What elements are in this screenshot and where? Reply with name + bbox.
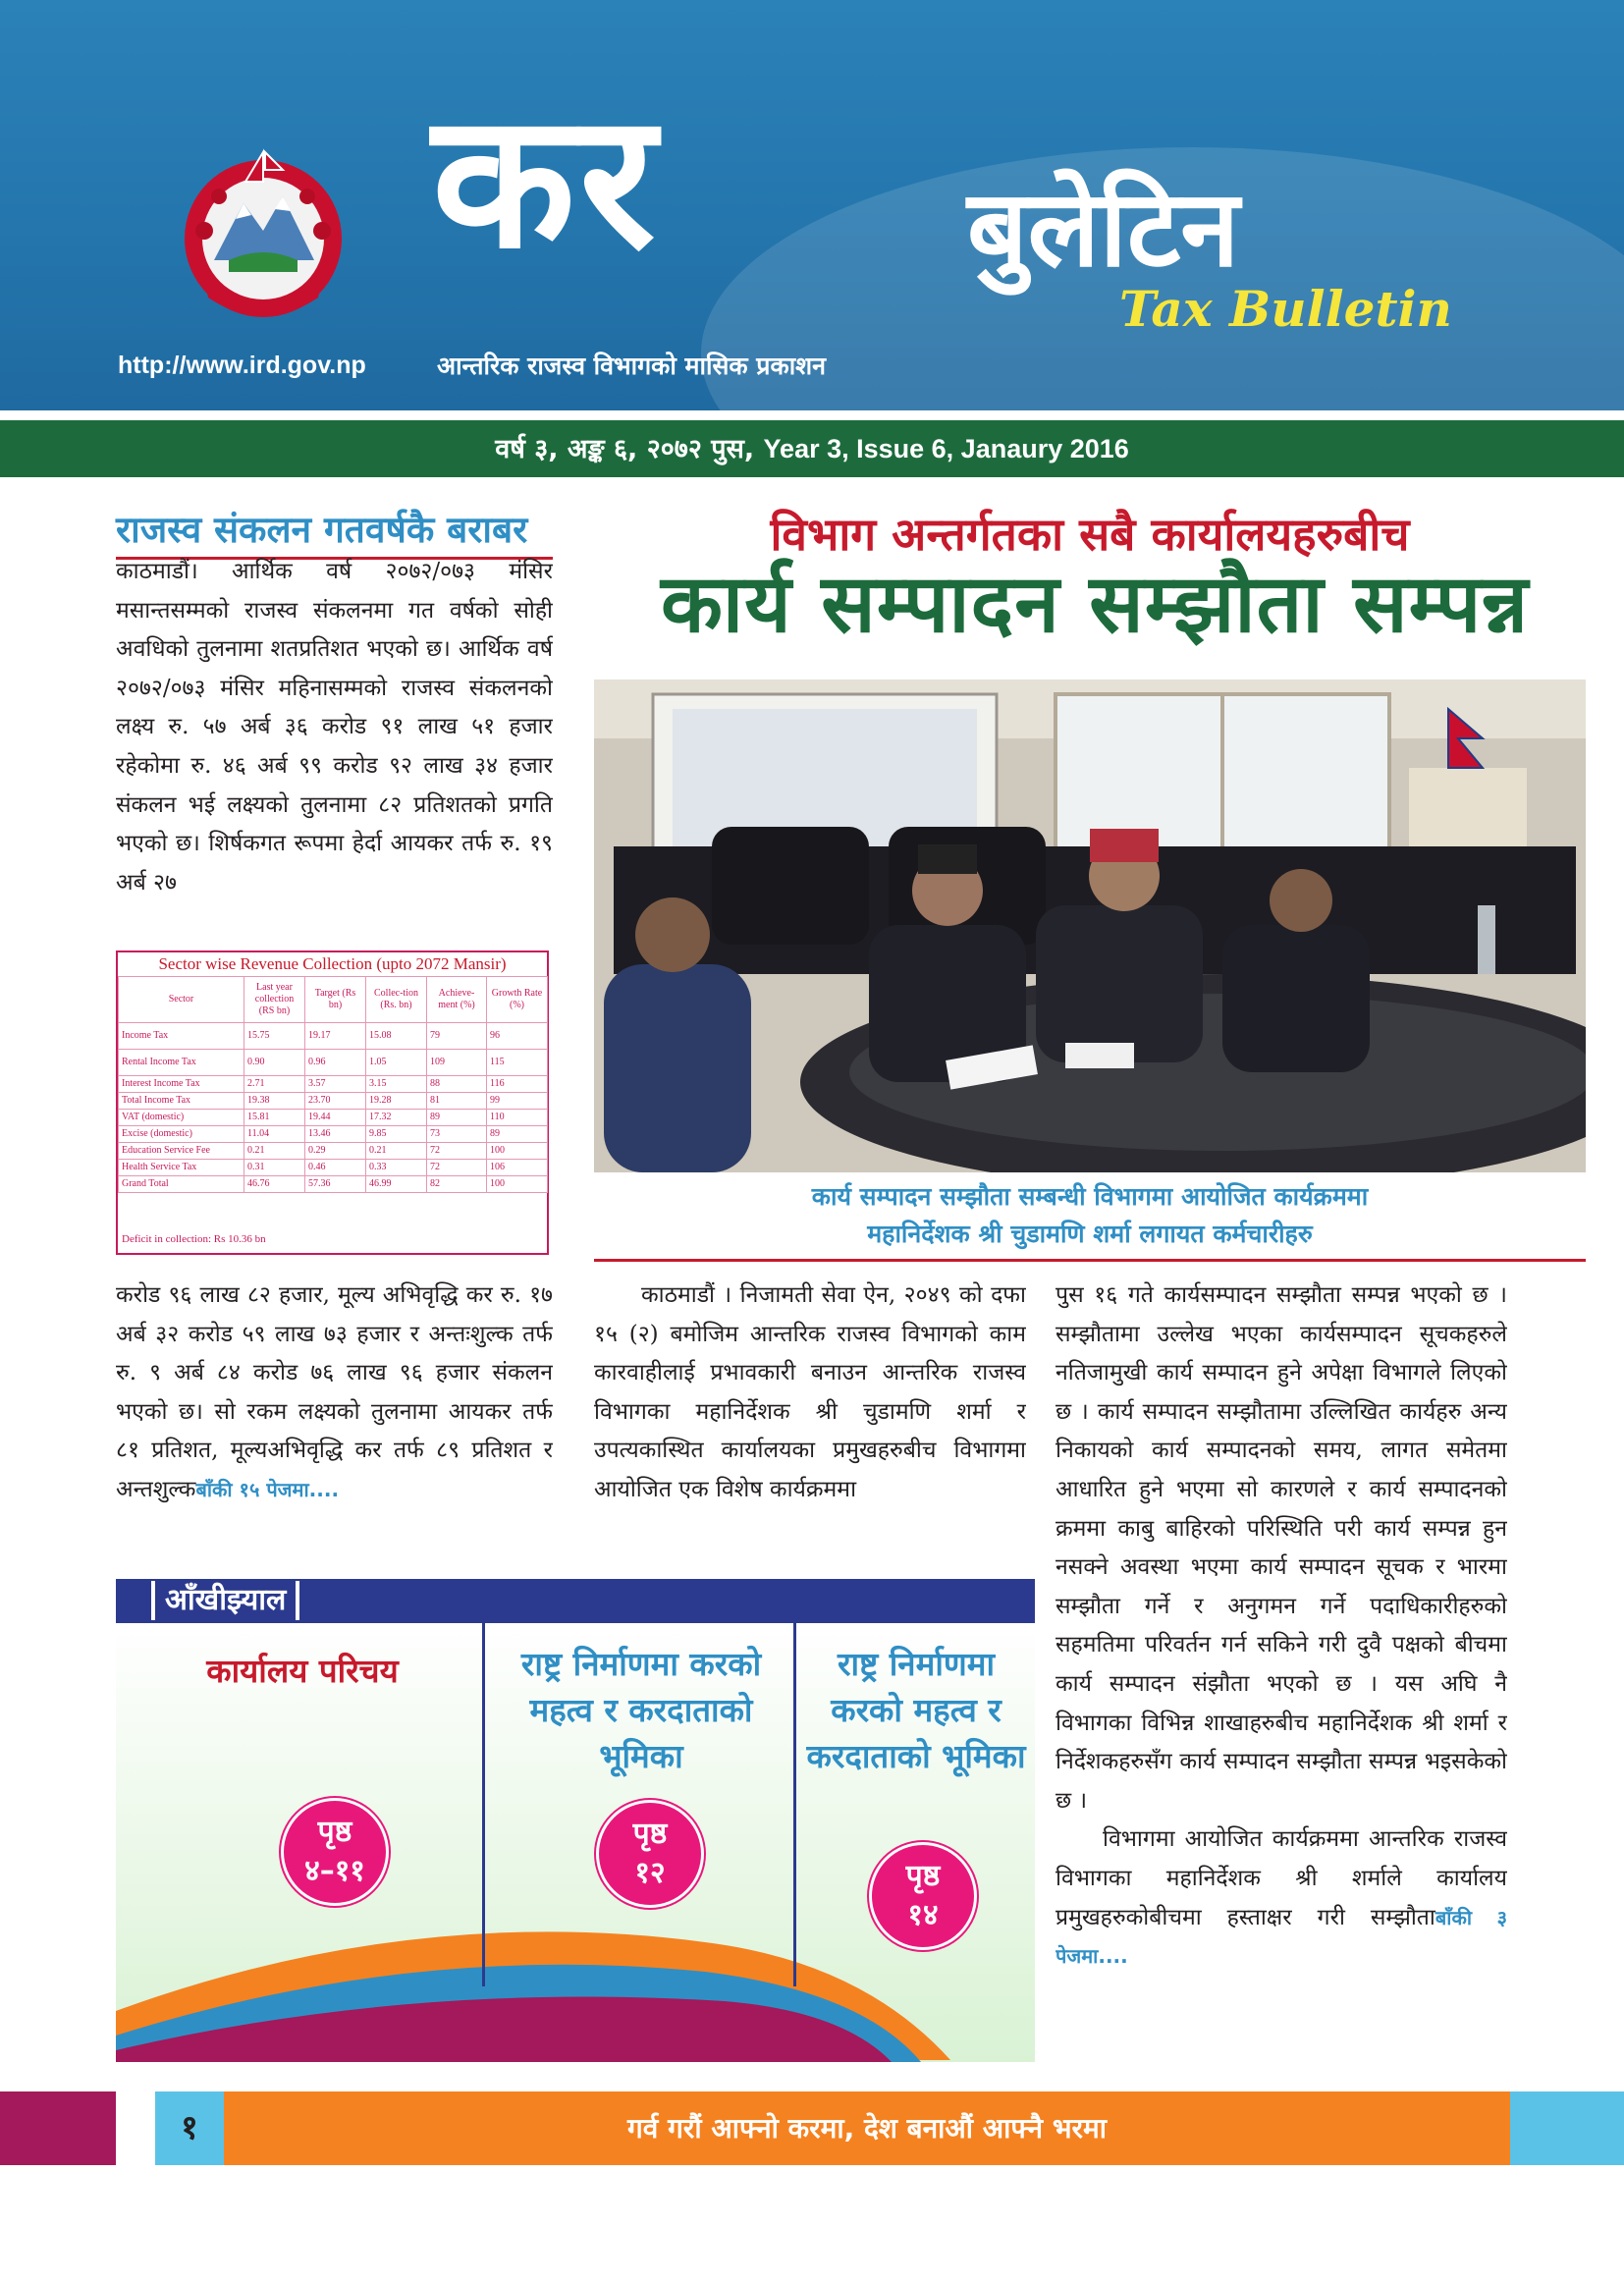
left-article-text-part2 (116, 1276, 553, 1548)
table-cell: 88 (427, 1076, 487, 1093)
table-row (119, 1023, 548, 1050)
left-article-text-part2-body: करोड ९६ लाख ८२ हजार, मूल्य अभिवृद्धि कर रु. १७ अर्ब ३२ करोड ५९ लाख ७३ हजार र अन्तःशुल्क तर्फ रु. ९ अर्ब ८४ करोड ७६ लाख ९६ हजार संकलन भएको छ। सो रकम लक्ष्यको तुलनामा आयकर तर्फ ८१ प्रतिशत, मूल्यअभिवृद्धि कर तर्फ ८९ प्रतिशत र अन्तशुल्क (116, 1282, 553, 1502)
table-cell: 89 (427, 1110, 487, 1126)
caption-divider (594, 1259, 1586, 1262)
table-cell: 0.46 (305, 1160, 366, 1176)
footer-slogan: गर्व गरौं आफ्नो करमा, देश बनाऔं आफ्नै भरमा (627, 2112, 1107, 2145)
table-cell: 19.38 (244, 1093, 305, 1110)
table-header-cell: Target (Rs bn) (305, 977, 366, 1023)
bulletin-title-nepali: कर (432, 73, 660, 290)
table-cell: 73 (427, 1126, 487, 1143)
window-item-3-page-badge[interactable] (869, 1842, 977, 1950)
table-cell: 96 (487, 1023, 548, 1050)
table-header-cell: Growth Rate (%) (487, 977, 548, 1023)
window-item-2-page-label: पृष्ठ (632, 1817, 668, 1851)
table-cell: 19.17 (305, 1023, 366, 1050)
masthead-tagline: आन्तरिक राजस्व विभागको मासिक प्रकाशन (437, 352, 827, 380)
left-article-continued-link[interactable]: बाँकी १५ पेजमा.... (195, 1477, 340, 1501)
main-article-continued-link[interactable]: बाँकी ३ पेजमा.... (1056, 1905, 1507, 1969)
table-row (119, 1143, 548, 1160)
table-cell: 15.08 (366, 1023, 427, 1050)
table-cell: 72 (427, 1143, 487, 1160)
footer-right-block (1510, 2091, 1624, 2165)
window-item-1-page-badge[interactable] (281, 1798, 389, 1906)
footer-left-block (0, 2091, 116, 2165)
window-column-divider (482, 1623, 485, 1986)
table-cell: Rental Income Tax (119, 1050, 244, 1076)
window-box-header (116, 1579, 1035, 1623)
revenue-table (118, 976, 548, 1193)
table-header-cell: Achieve-ment (%) (427, 977, 487, 1023)
main-article-paragraph-2 (1056, 1820, 1507, 1976)
table-cell: 46.99 (366, 1176, 427, 1193)
table-cell: 79 (427, 1023, 487, 1050)
page-number: १ (181, 2108, 198, 2147)
table-cell: 109 (427, 1050, 487, 1076)
table-cell: 19.28 (366, 1093, 427, 1110)
table-cell: Total Income Tax (119, 1093, 244, 1110)
table-row (119, 1050, 548, 1076)
table-cell: Excise (domestic) (119, 1126, 244, 1143)
table-cell: 15.81 (244, 1110, 305, 1126)
table-cell: 89 (487, 1126, 548, 1143)
window-box-label: आँखीझ्याल (151, 1581, 299, 1620)
window-box (116, 1579, 1035, 2062)
left-article-text-part1: काठमाडौं। आर्थिक वर्ष २०७२/०७३ मंसिर मसान्तसम्मको राजस्व संकलनमा गत वर्षको सोही अवधिको तुलनामा शतप्रतिशत भएको छ। आर्थिक वर्ष २०७२/०७३ मंसिर महिनासम्मको राजस्व संकलनको लक्ष्य रु. ५७ अर्ब ३६ करोड ९१ लाख ५१ हजार रहेकोमा रु. ४६ अर्ब ९९ करोड ९२ लाख ३४ हजार संकलन भई लक्ष्यको तुलनामा ८२ प्रतिशतको प्रगति भएको छ। शिर्षकगत रूपमा हेर्दा आयकर तर्फ रु. १९ अर्ब २७ (116, 559, 553, 896)
table-cell: 1.05 (366, 1050, 427, 1076)
window-item-1-page-label: पृष्ठ (317, 1815, 352, 1849)
bulletin-title-english: Tax Bulletin (1119, 280, 1452, 338)
table-cell: 46.76 (244, 1176, 305, 1193)
photo-caption-line-2: महानिर्देशक श्री चुडामणि शर्मा लगायत कर्मचारीहरु (867, 1220, 1313, 1248)
issue-bar (0, 420, 1624, 477)
window-item-2-page-number: १२ (634, 1856, 666, 1890)
table-cell: 0.90 (244, 1050, 305, 1076)
table-cell: Grand Total (119, 1176, 244, 1193)
table-cell: 0.21 (366, 1143, 427, 1160)
main-article-text-part2 (1056, 1276, 1507, 2080)
table-cell: 82 (427, 1176, 487, 1193)
table-cell: 3.15 (366, 1076, 427, 1093)
window-item-3-page-number: १४ (907, 1898, 939, 1932)
table-row (119, 1160, 548, 1176)
window-item-3-title[interactable]: राष्ट्र निर्माणमा करको महत्व र करदाताको भूमिका (806, 1645, 1026, 1775)
issue-english: Year 3, Issue 6, Janaury 2016 (763, 434, 1129, 463)
table-cell: Education Service Fee (119, 1143, 244, 1160)
table-cell: 57.36 (305, 1176, 366, 1193)
table-cell: 13.46 (305, 1126, 366, 1143)
masthead (0, 0, 1624, 410)
table-cell: 0.31 (244, 1160, 305, 1176)
main-article-headline: कार्य सम्पादन सम्झौता सम्पन्न (660, 558, 1530, 651)
revenue-table-box (116, 950, 549, 1255)
table-cell: 115 (487, 1050, 548, 1076)
photo-caption-line-1: कार्य सम्पादन सम्झौता सम्बन्धी विभागमा आयोजित कार्यक्रममा (811, 1182, 1369, 1211)
table-cell: 0.21 (244, 1143, 305, 1160)
table-cell: 0.29 (305, 1143, 366, 1160)
main-article-kicker: विभाग अन्तर्गतका सबै कार्यालयहरुबीच (770, 508, 1410, 561)
table-cell: 116 (487, 1076, 548, 1093)
table-cell: 81 (427, 1093, 487, 1110)
main-article-text-part1: काठमाडौं । निजामती सेवा ऐन, २०४९ को दफा १५ (२) बमोजिम आन्तरिक राजस्व विभागको काम कारवाहीलाई प्रभावकारी बनाउन आन्तरिक राजस्व विभागका महानिर्देशक श्री चुडामणि शर्मा र उपत्यकास्थित कार्यालयका प्रमुखहरुबीच विभागमा आयोजित एक विशेष कार्यक्रममा (594, 1282, 1026, 1502)
table-cell: 9.85 (366, 1126, 427, 1143)
table-header-cell: Collec-tion (Rs. bn) (366, 977, 427, 1023)
table-header-cell: Last year collection (RS bn) (244, 977, 305, 1023)
issue-nepali: वर्ष ३, अङ्क ६, २०७२ पुस, (495, 434, 755, 464)
left-article-headline: राजस्व संकलन गतवर्षकै बराबर (116, 503, 553, 560)
table-header-row (119, 977, 548, 1023)
table-row (119, 1110, 548, 1126)
table-cell: Interest Income Tax (119, 1076, 244, 1093)
table-cell: 0.96 (305, 1050, 366, 1076)
footer (0, 2091, 1624, 2165)
main-article-paragraph-1: पुस १६ गते कार्यसम्पादन सम्झौता सम्पन्न भएको छ । सम्झौतामा उल्लेख भएका कार्यसम्पादन सूचकहरुले नतिजामुखी कार्य सम्पादन हुने अपेक्षा विभागले लिएको छ । कार्य सम्पादन सम्झौतामा उल्लिखित कार्यहरु अन्य निकायको कार्य सम्पादनको समय, लागत समेतमा आधारित हुने भएमा सो कारणले र कार्य सम्पादनको क्रममा काबु बाहिरको परिस्थिति परी कार्य सम्पन्न हुन नसक्ने अवस्था भएमा कार्य सम्पादन सूचक र भारमा सम्झौता गर्ने र अनुगमन गर्ने पदाधिकारीहरुको सहमतिमा परिवर्तन गर्न सकिने गरी दुवै पक्षको बीचमा कार्य सम्पादन संझौता भएको छ । यस अघि नै विभागका विभिन्न शाखाहरुबीच महानिर्देशक श्री शर्मा र निर्देशकहरुसँग कार्य सम्पादन सम्झौता सम्पन्न भइसकेको छ । (1056, 1282, 1507, 1814)
table-cell: 0.33 (366, 1160, 427, 1176)
photo-caption (594, 1178, 1586, 1253)
window-item-3-page-label: पृष्ठ (905, 1859, 941, 1893)
window-item-2-title[interactable]: राष्ट्र निर्माणमा करको महत्व र करदाताको भूमिका (520, 1645, 762, 1775)
table-cell: 106 (487, 1160, 548, 1176)
table-cell: Health Service Tax (119, 1160, 244, 1176)
table-cell: Income Tax (119, 1023, 244, 1050)
window-item-1-title[interactable]: कार्यालय परिचय (206, 1652, 399, 1690)
table-cell: 100 (487, 1176, 548, 1193)
table-cell: VAT (domestic) (119, 1110, 244, 1126)
table-row (119, 1093, 548, 1110)
table-cell: 72 (427, 1160, 487, 1176)
table-cell: 99 (487, 1093, 548, 1110)
table-cell: 11.04 (244, 1126, 305, 1143)
table-cell: 17.32 (366, 1110, 427, 1126)
table-cell: 23.70 (305, 1093, 366, 1110)
table-cell: 110 (487, 1110, 548, 1126)
main-article-paragraph-2-body: विभागमा आयोजित कार्यक्रममा आन्तरिक राजस्व विभागका महानिर्देशक श्री शर्माले कार्यालय प्रमुखहरुकोबीचमा हस्ताक्षर गरी सम्झौता (1056, 1826, 1507, 1930)
website-url[interactable]: http://www.ird.gov.np (118, 352, 366, 379)
revenue-deficit-note: Deficit in collection: Rs 10.36 bn (122, 1233, 266, 1245)
table-cell: 100 (487, 1143, 548, 1160)
table-row (119, 1176, 548, 1193)
table-cell: 2.71 (244, 1076, 305, 1093)
table-cell: 19.44 (305, 1110, 366, 1126)
table-header-cell: Sector (119, 977, 244, 1023)
window-item-2-page-badge[interactable] (596, 1800, 704, 1908)
revenue-table-title: Sector wise Revenue Collection (upto 2072 Mansir) (158, 954, 507, 973)
window-item-1-page-number: ४–११ (304, 1854, 365, 1888)
table-row (119, 1076, 548, 1093)
nepal-emblem-icon (175, 142, 352, 324)
table-row (119, 1126, 548, 1143)
bulletin-subtitle-nepali: बुलेटिन (967, 168, 1240, 291)
table-cell: 15.75 (244, 1023, 305, 1050)
window-column-divider (793, 1623, 796, 1986)
meeting-photo (594, 679, 1586, 1172)
table-cell: 3.57 (305, 1076, 366, 1093)
